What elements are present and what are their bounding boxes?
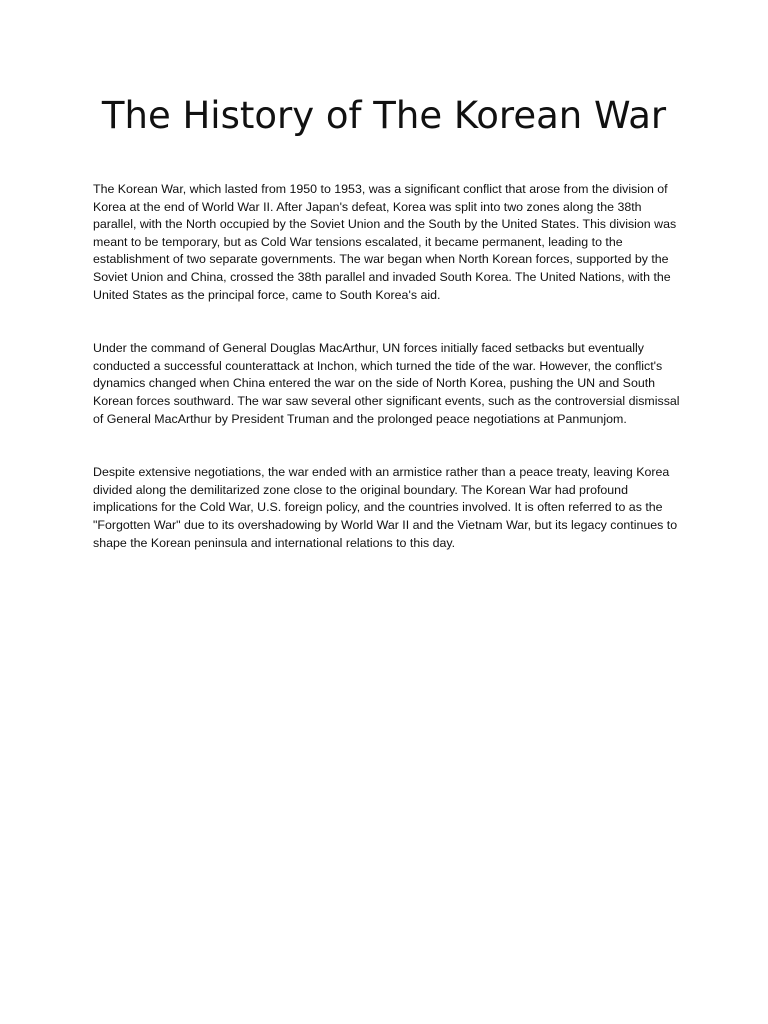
paragraph-3: Despite extensive negotiations, the war ended with an armistice rather than a peace treaty, leaving Korea divided along the demilitarized zone close to the original boundary. The Korean War had profound implications for the Cold War, U.S. foreign policy, and the countries involved. It is often referred to as the "Forgotten War" due to its overshadowing by World War II and the Vietnam War, but its legacy continues to shape the Korean peninsula and international relations to this day. [93,465,678,550]
paragraph-1: The Korean War, which lasted from 1950 to 1953, was a significant conflict that arose from the division of Korea at the end of World War II. After Japan's defeat, Korea was split into two zones along the 38th parallel, with the North occupied by the Soviet Union and the South by the United States. This division was meant to be temporary, but as Cold War tensions escalated, it became permanent, leading to the establishment of two separate governments. The war began when North Korean forces, supported by the Soviet Union and China, crossed the 38th parallel and invaded South Korea. The United Nations, with the United States as the principal force, came to South Korea's aid. [93,182,677,302]
document-title: The History of The Korean War [101,94,667,137]
document-body [93,181,681,588]
paragraph-2: Under the command of General Douglas MacArthur, UN forces initially faced setbacks but eventually conducted a successful counterattack at Inchon, which turned the tide of the war. However, the conflict's dynamics changed when China entered the war on the side of North Korea, pushing the UN and South Korean forces southward. The war saw several other significant events, such as the controversial dismissal of General MacArthur by President Truman and the prolonged peace negotiations at Panmunjom. [93,341,680,426]
